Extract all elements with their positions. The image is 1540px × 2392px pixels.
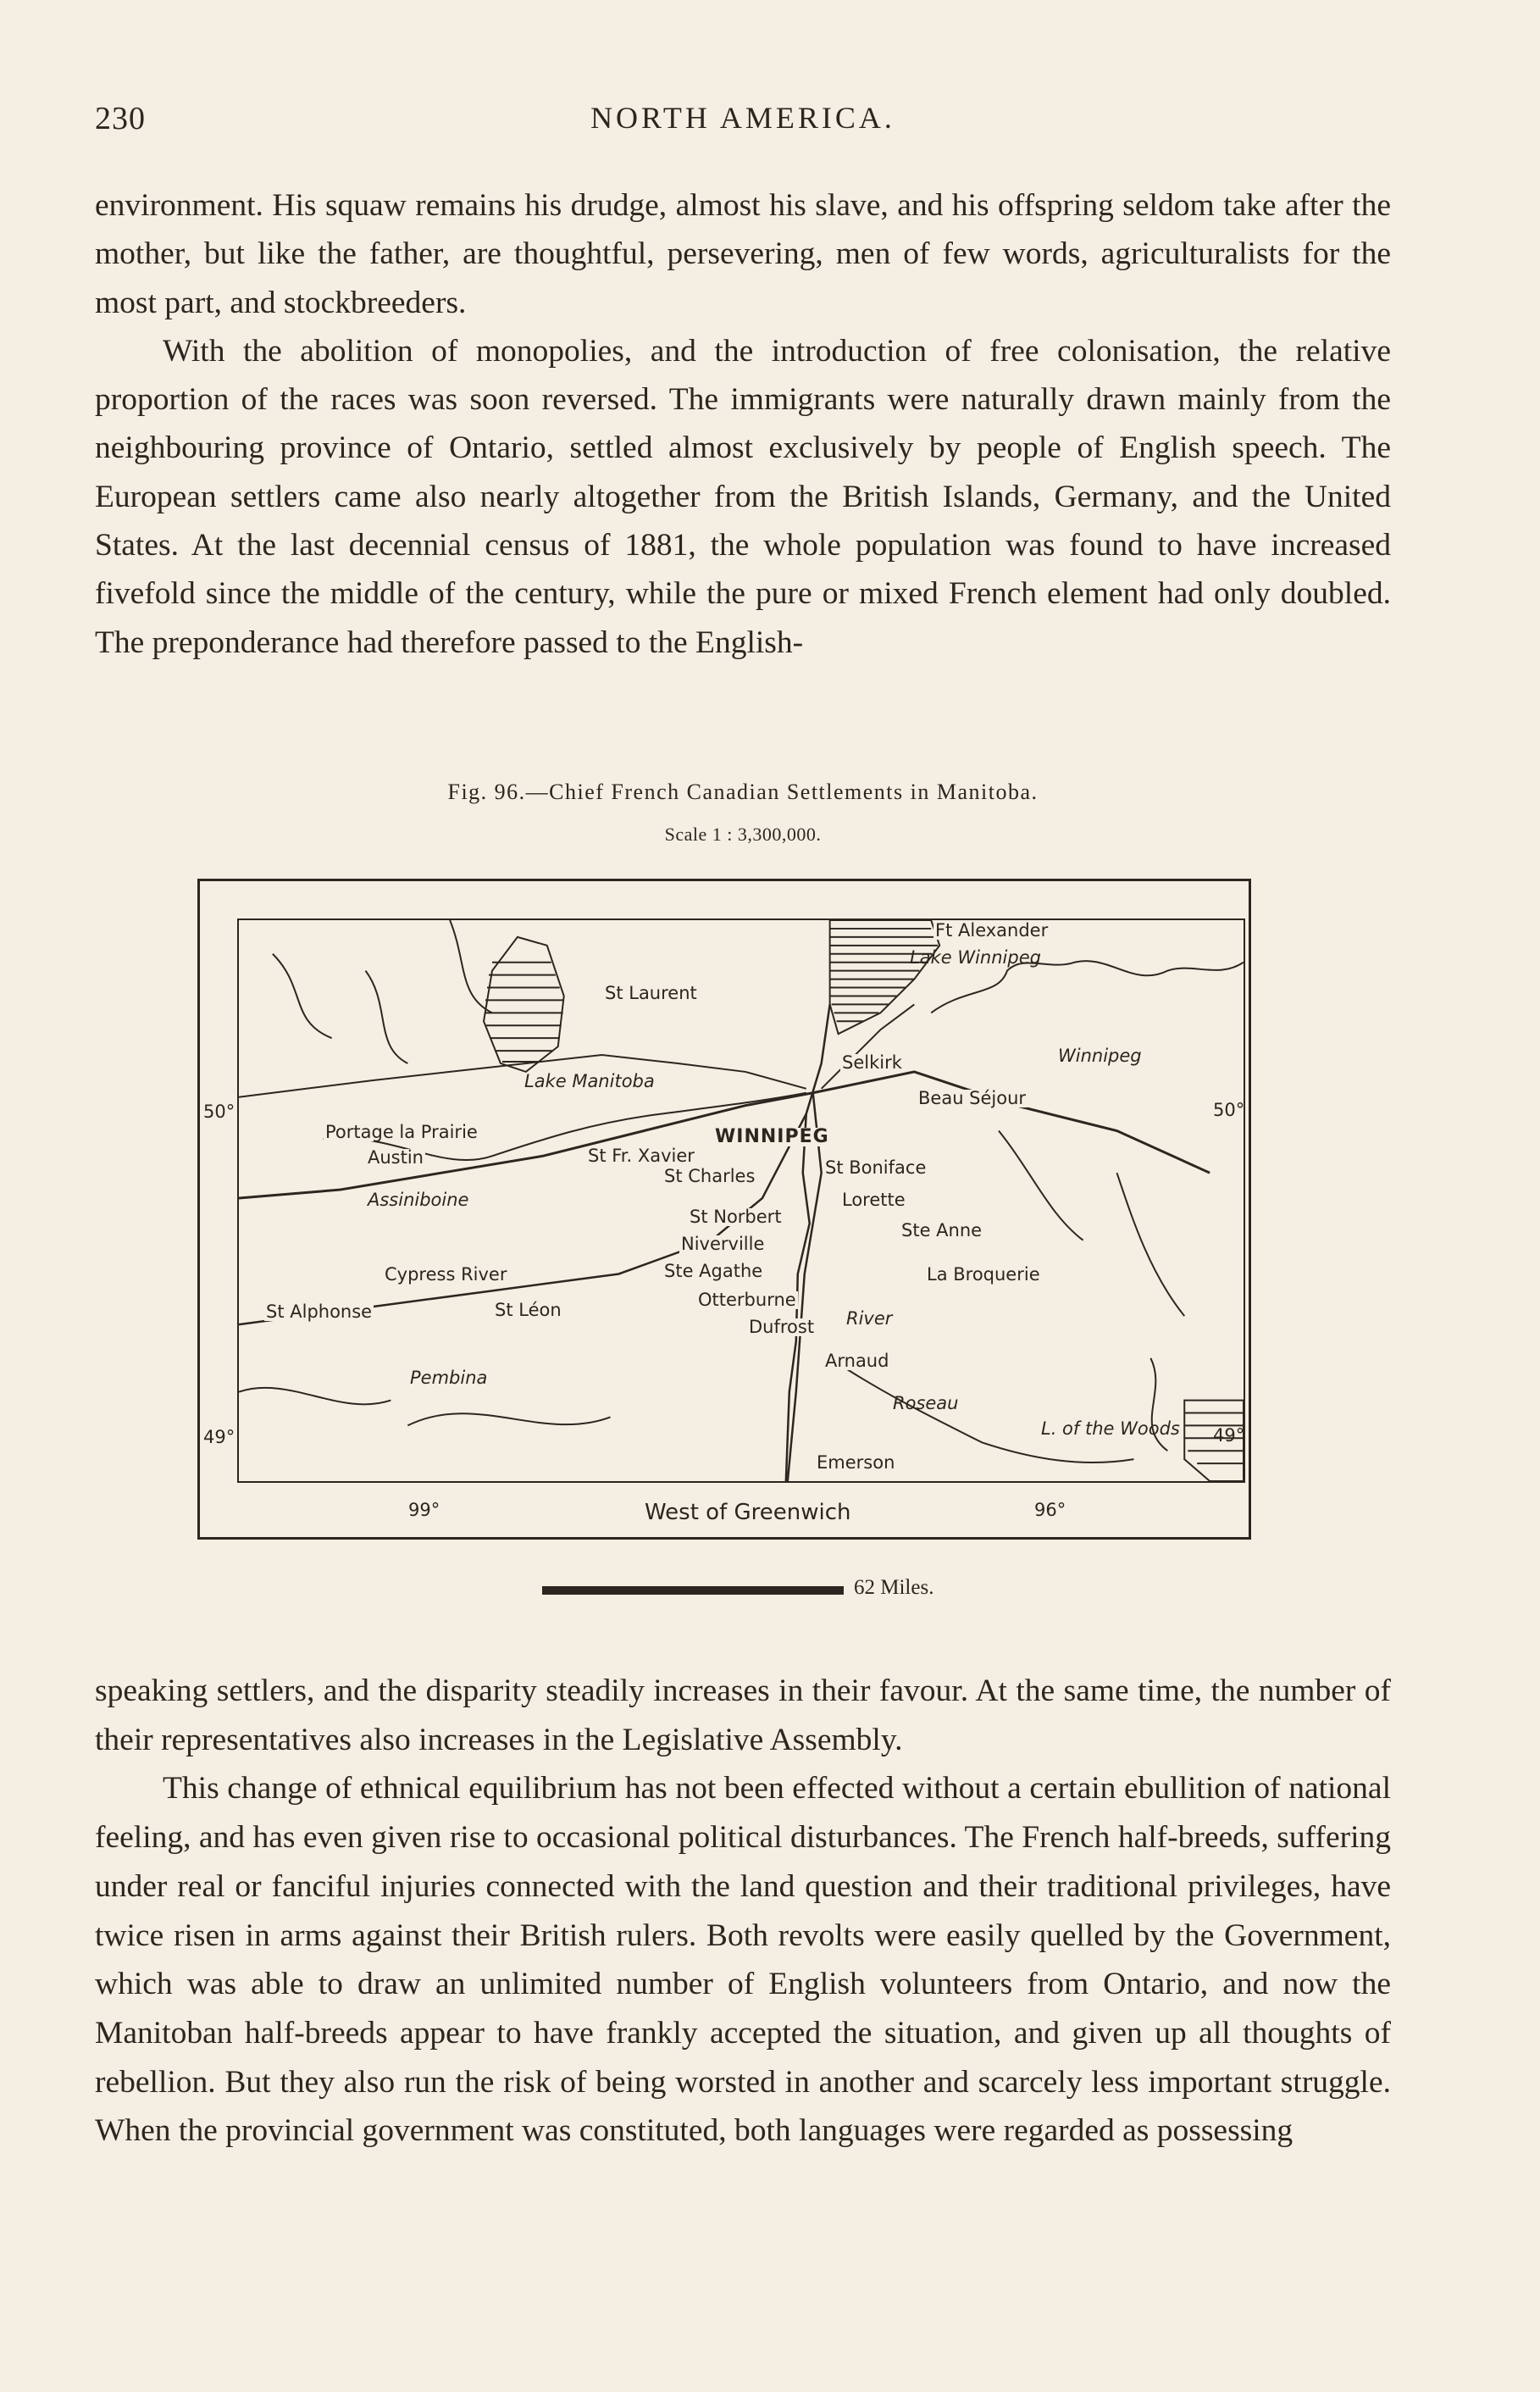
body-text-bottom [95, 1667, 1391, 2156]
place-st-laurent: St Laurent [605, 983, 697, 1003]
place-emerson: Emerson [817, 1452, 895, 1473]
place-assiniboine: Assiniboine [368, 1190, 469, 1210]
place-st-charles: St Charles [664, 1166, 756, 1186]
place-ste-agathe: Ste Agathe [664, 1261, 763, 1281]
place-lake-manitoba: Lake Manitoba [524, 1071, 655, 1091]
place-lake-of-the-woods: L. of the Woods [1041, 1418, 1180, 1439]
place-portage-la-prairie: Portage la Prairie [325, 1122, 478, 1142]
paragraph: speaking settlers, and the disparity steadily increases in their favour. At the same time, the number of their representatives also increases in the Legislative Assembly. [95, 1673, 1391, 1757]
place-st-norbert: St Norbert [690, 1207, 782, 1227]
latitude-label: 49° [203, 1427, 235, 1447]
place-austin: Austin [368, 1147, 424, 1168]
paragraph: With the abolition of monopolies, and the introduction of free colonisation, the relative proportion of the races was soon reversed. The immigrants were naturally drawn mainly from the neighbouring province of Ontario, settled almost exclusively by people of English speech. The European settlers came also nearly altogether from the British Islands, Germany, and the United States. At the last decennial census of 1881, the whole population was found to have increased fivefold since the middle of the century, while the pure or mixed French element had only doubled. The preponderance had therefore passed to the English- [95, 333, 1391, 660]
place-beau-sejour: Beau Séjour [918, 1088, 1027, 1108]
page-number: 230 [95, 101, 146, 136]
scale-bar-label: 62 Miles. [854, 1576, 934, 1599]
place-ste-anne: Ste Anne [901, 1220, 983, 1240]
place-st-fr-xavier: St Fr. Xavier [588, 1146, 695, 1166]
paragraph: This change of ethnical equilibrium has not been effected without a certain ebullition of national feeling, and has even given rise to occasional political disturbances. The French half-breeds, suffering under real or fanciful injuries connected with the land question and their traditional privileges, have twice risen in arms against their British rulers. Both revolts were easily quelled by the Government, which was able to draw an unlimited number of English volunteers from Ontario, and now the Manitoban half-breeds appear to have frankly accepted the situation, and given up all thoughts of rebellion. But they also run the risk of being worsted in another and scarcely less important struggle. When the provincial government was constituted, both languages were regarded as possessing [95, 1771, 1391, 2149]
latitude-label: 49° [1213, 1425, 1245, 1446]
place-dufrost: Dufrost [749, 1317, 815, 1337]
place-arnaud: Arnaud [825, 1351, 889, 1371]
scale-bar [542, 1586, 844, 1595]
figure-scale: Scale 1 : 3,300,000. [664, 824, 822, 845]
running-head [95, 100, 1391, 151]
longitude-label: West of Greenwich [645, 1500, 851, 1525]
figure-caption: Fig. 96.—Chief French Canadian Settlements in Manitoba. [447, 780, 1039, 804]
place-pembina: Pembina [410, 1368, 488, 1388]
place-st-boniface: St Boniface [825, 1157, 927, 1178]
lake-manitoba-shape [484, 937, 564, 1072]
place-winnipeg: WINNIPEG [715, 1126, 829, 1147]
place-cypress-river: Cypress River [385, 1264, 507, 1285]
latitude-label: 50° [1213, 1100, 1245, 1120]
place-roseau: Roseau [893, 1393, 959, 1413]
latitude-label: 50° [203, 1102, 235, 1122]
place-red-river: River [846, 1308, 893, 1329]
manitoba-map [197, 879, 1251, 1540]
place-niverville: Niverville [681, 1234, 765, 1254]
place-winnipeg-river: Winnipeg [1058, 1046, 1142, 1066]
paragraph: environment. His squaw remains his drudge, almost his slave, and his offspring seldom take after the mother, but like the father, are thoughtful, persevering, men of few words, agriculturalists for the most part, and stockbreeders. [95, 188, 1391, 320]
longitude-label: 99° [408, 1500, 440, 1520]
lake-winnipeg-shape [830, 920, 940, 1034]
body-text-top [95, 181, 1391, 667]
map-area [237, 919, 1245, 1483]
place-st-leon: St Léon [495, 1300, 562, 1320]
place-la-broquerie: La Broquerie [927, 1264, 1040, 1285]
place-ft-alexander: Ft Alexander [935, 920, 1049, 941]
place-lake-winnipeg: Lake Winnipeg [910, 947, 1041, 968]
longitude-label: 96° [1034, 1500, 1066, 1520]
running-title: NORTH AMERICA. [590, 101, 895, 135]
place-lorette: Lorette [842, 1190, 906, 1210]
place-selkirk: Selkirk [842, 1052, 902, 1073]
place-st-alphonse: St Alphonse [266, 1301, 373, 1322]
place-otterburne: Otterburne [698, 1290, 796, 1310]
